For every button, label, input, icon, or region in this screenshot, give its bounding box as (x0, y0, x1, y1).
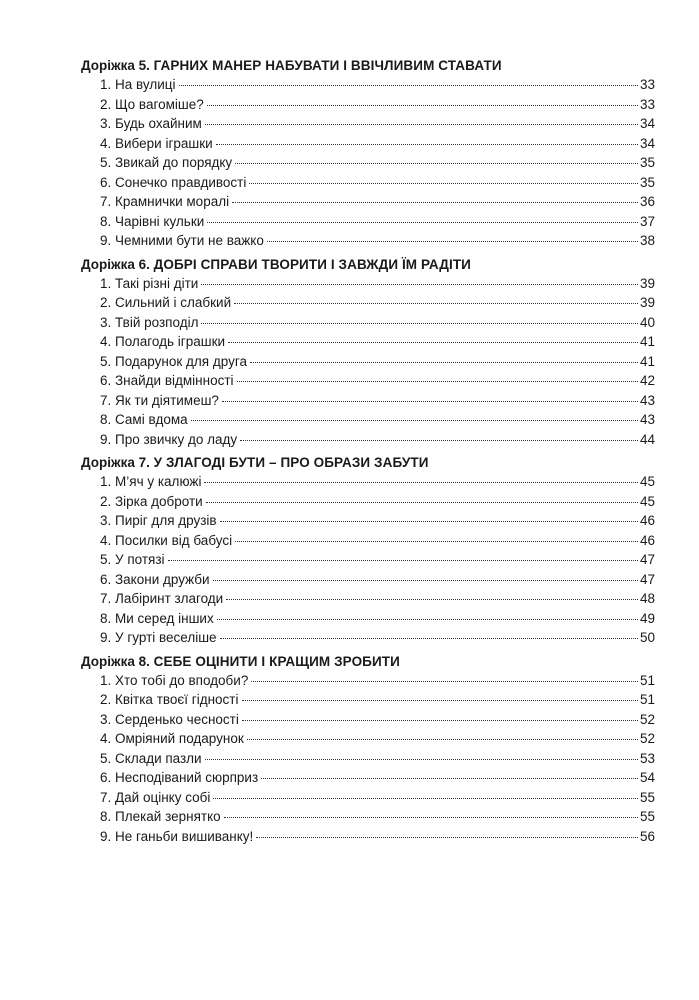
toc-section-track-7 (81, 451, 655, 648)
entry-page-number: 37 (639, 213, 655, 229)
entry-title: 1. На вулиці (100, 77, 176, 92)
entry-page-number: 47 (639, 571, 655, 587)
toc-entry[interactable] (81, 410, 655, 430)
entry-title: 4. Полагодь іграшки (100, 334, 226, 349)
entry-page-number: 33 (639, 77, 655, 92)
entry-title: 1. Хто тобі до вподоби? (100, 672, 249, 688)
entry-page-number: 36 (639, 194, 655, 209)
toc-entry[interactable] (81, 173, 655, 193)
toc-entry[interactable] (81, 827, 655, 847)
entry-page-number: 40 (639, 314, 655, 330)
toc-entry[interactable] (81, 274, 655, 294)
dot-leader (226, 599, 638, 600)
entry-title: 7. Лабіринт злагоди (100, 591, 224, 606)
entry-page-number: 45 (639, 474, 655, 489)
entry-page-number: 49 (639, 610, 655, 626)
dot-leader (213, 580, 638, 581)
dot-leader (205, 759, 639, 760)
dot-leader (201, 284, 638, 285)
entry-list (81, 274, 655, 450)
entry-page-number: 42 (639, 373, 655, 388)
entry-title: 7. Крамнички моралі (100, 194, 230, 209)
toc-entry[interactable] (81, 589, 655, 609)
entry-page-number: 41 (639, 353, 655, 369)
dot-leader (242, 720, 638, 721)
toc-entry[interactable] (81, 371, 655, 391)
entry-title: 8. Чарівні кульки (100, 213, 205, 229)
entry-title: 4. Вибери іграшки (100, 135, 213, 151)
entry-page-number: 34 (639, 116, 655, 131)
dot-leader (251, 681, 638, 682)
dot-leader (213, 798, 638, 799)
toc-section-track-5 (81, 54, 655, 251)
toc-entry[interactable] (81, 212, 655, 232)
dot-leader (247, 739, 638, 740)
toc-entry[interactable] (81, 472, 655, 492)
entry-page-number: 45 (639, 493, 655, 509)
dot-leader (207, 222, 638, 223)
toc-entry[interactable] (81, 511, 655, 531)
dot-leader (232, 202, 638, 203)
dot-leader (249, 183, 638, 184)
entry-page-number: 55 (639, 809, 655, 824)
entry-page-number: 52 (639, 731, 655, 746)
entry-page-number: 35 (639, 155, 655, 170)
section-heading (81, 54, 655, 75)
toc-entry[interactable] (81, 609, 655, 629)
toc-entry[interactable] (81, 430, 655, 450)
section-title-text: У ЗЛАГОДІ БУТИ – ПРО ОБРАЗИ ЗАБУТИ (153, 455, 429, 470)
entry-title: 2. Квітка твоєї гідності (100, 692, 239, 707)
dot-leader (207, 105, 638, 106)
toc-section-track-6 (81, 253, 655, 450)
dot-leader (217, 619, 638, 620)
entry-title: 5. Подарунок для друга (100, 353, 247, 369)
entry-title: 8. Ми серед інших (100, 610, 214, 626)
entry-list (81, 671, 655, 847)
toc-entry[interactable] (81, 768, 655, 788)
dot-leader (224, 817, 638, 818)
entry-title: 2. Що вагоміше? (100, 96, 204, 112)
entry-title: 3. Пиріг для друзів (100, 513, 217, 528)
toc-entry[interactable] (81, 729, 655, 749)
toc-entry[interactable] (81, 293, 655, 313)
entry-page-number: 48 (639, 591, 655, 606)
entry-page-number: 46 (639, 532, 655, 548)
entry-title: 1. Такі різні діти (100, 275, 199, 291)
toc-entry[interactable] (81, 192, 655, 212)
dot-leader (220, 638, 638, 639)
entry-title: 9. Про звичку до ладу (100, 431, 238, 447)
entry-page-number: 50 (639, 630, 655, 645)
entry-title: 6. Знайди відмінності (100, 373, 234, 388)
toc-entry[interactable] (81, 492, 655, 512)
dot-leader (267, 241, 638, 242)
toc-entry[interactable] (81, 550, 655, 570)
entry-title: 6. Закони дружби (100, 571, 210, 587)
toc-entry[interactable] (81, 391, 655, 411)
entry-page-number: 53 (639, 750, 655, 766)
toc-entry[interactable] (81, 628, 655, 648)
dot-leader (204, 482, 638, 483)
section-track-number: Доріжка 8. (81, 653, 150, 669)
entry-page-number: 43 (639, 412, 655, 427)
entry-page-number: 39 (639, 295, 655, 310)
dot-leader (242, 700, 639, 701)
dot-leader (191, 420, 638, 421)
toc-entry[interactable] (81, 570, 655, 590)
entry-title: 4. Омріяний подарунок (100, 731, 244, 746)
entry-title: 9. Не ганьби вишиванку! (100, 828, 254, 844)
entry-page-number: 33 (639, 96, 655, 112)
section-track-number: Доріжка 7. (81, 455, 150, 470)
entry-title: 3. Твій розподіл (100, 314, 199, 330)
entry-page-number: 43 (639, 392, 655, 408)
entry-page-number: 41 (639, 334, 655, 349)
entry-title: 2. Сильний і слабкий (100, 295, 232, 310)
entry-title: 5. Звикай до порядку (100, 155, 233, 170)
entry-title: 8. Плекай зернятко (100, 809, 221, 824)
dot-leader (235, 163, 638, 164)
section-title-text: ГАРНИХ МАНЕР НАБУВАТИ І ВВІЧЛИВИМ СТАВАТИ (153, 58, 502, 73)
entry-page-number: 56 (639, 828, 655, 844)
toc-entry[interactable] (81, 690, 655, 710)
toc-entry[interactable] (81, 95, 655, 115)
entry-list (81, 75, 655, 251)
entry-page-number: 35 (639, 174, 655, 190)
toc-entry[interactable] (81, 749, 655, 769)
toc-entry[interactable] (81, 788, 655, 808)
toc-entry[interactable] (81, 671, 655, 691)
toc-entry[interactable] (81, 531, 655, 551)
dot-leader (168, 560, 638, 561)
toc-entry[interactable] (81, 114, 655, 134)
entry-title: 3. Будь охайним (100, 116, 202, 131)
toc-entry[interactable] (81, 352, 655, 372)
entry-title: 7. Дай оцінку собі (100, 789, 211, 805)
entry-page-number: 51 (639, 672, 655, 688)
entry-title: 7. Як ти діятимеш? (100, 392, 219, 408)
entry-page-number: 46 (639, 513, 655, 528)
dot-leader (220, 521, 638, 522)
dot-leader (228, 342, 638, 343)
entry-title: 5. Склади пазли (100, 750, 202, 766)
dot-leader (250, 362, 638, 363)
toc-entry[interactable] (81, 134, 655, 154)
entry-title: 8. Самі вдома (100, 412, 188, 427)
entry-page-number: 52 (639, 711, 655, 727)
toc-entry[interactable] (81, 313, 655, 333)
entry-page-number: 44 (639, 431, 655, 447)
dot-leader (179, 85, 639, 86)
dot-leader (237, 381, 638, 382)
section-heading (81, 253, 655, 274)
dot-leader (201, 323, 638, 324)
entry-title: 6. Сонечко правдивості (100, 174, 247, 190)
section-track-number: Доріжка 6. (81, 256, 150, 272)
dot-leader (206, 502, 638, 503)
entry-title: 4. Посилки від бабусі (100, 532, 233, 548)
entry-page-number: 51 (639, 692, 655, 707)
entry-title: 3. Серденько чесності (100, 711, 239, 727)
entry-page-number: 39 (639, 275, 655, 291)
section-heading (81, 650, 655, 671)
section-title-text: ДОБРІ СПРАВИ ТВОРИТИ І ЗАВЖДИ ЇМ РАДІТИ (153, 256, 471, 272)
section-heading (81, 451, 655, 472)
table-of-contents (81, 54, 655, 846)
entry-title: 1. М’яч у калюжі (100, 474, 202, 489)
dot-leader (205, 124, 638, 125)
toc-entry[interactable] (81, 75, 655, 95)
entry-title: 6. Несподіваний сюрприз (100, 770, 259, 785)
toc-entry[interactable] (81, 153, 655, 173)
dot-leader (234, 303, 638, 304)
entry-page-number: 47 (639, 552, 655, 567)
entry-title: 5. У потязі (100, 552, 165, 567)
dot-leader (256, 837, 638, 838)
section-track-number: Доріжка 5. (81, 58, 150, 73)
entry-title: 9. Чемними бути не важко (100, 233, 264, 248)
entry-page-number: 38 (639, 233, 655, 248)
dot-leader (222, 401, 638, 402)
dot-leader (261, 778, 638, 779)
dot-leader (235, 541, 638, 542)
entry-page-number: 34 (639, 135, 655, 151)
entry-page-number: 54 (639, 770, 655, 785)
toc-entry[interactable] (81, 231, 655, 251)
entry-title: 2. Зірка доброти (100, 493, 203, 509)
dot-leader (240, 440, 638, 441)
entry-list (81, 472, 655, 648)
section-title-text: СЕБЕ ОЦІНИТИ І КРАЩИМ ЗРОБИТИ (153, 653, 400, 669)
toc-entry[interactable] (81, 807, 655, 827)
entry-title: 9. У гурті веселіше (100, 630, 217, 645)
toc-section-track-8 (81, 650, 655, 847)
toc-entry[interactable] (81, 710, 655, 730)
entry-page-number: 55 (639, 789, 655, 805)
dot-leader (216, 144, 638, 145)
toc-entry[interactable] (81, 332, 655, 352)
